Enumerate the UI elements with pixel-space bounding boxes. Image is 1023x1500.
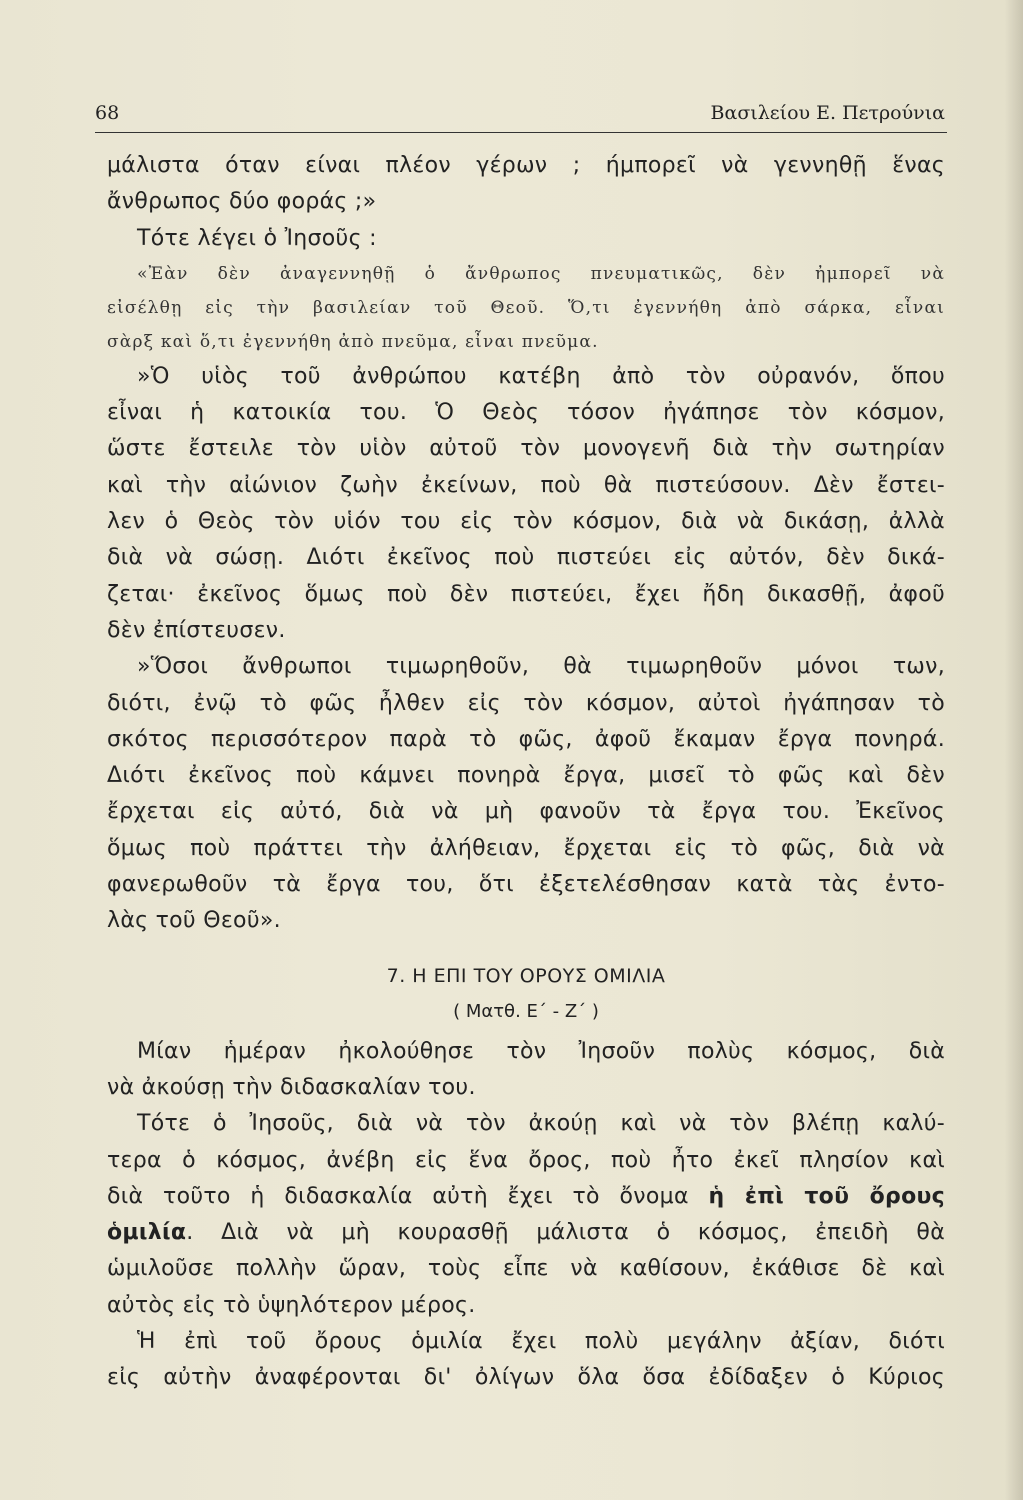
text-line: σκότος περισσότερον παρὰ τὸ φῶς, ἀφοῦ ἔκαμαν ἔργα πονηρά.	[107, 726, 945, 752]
section-reference: ( Ματθ. Ε΄ - Ζ΄ )	[453, 1000, 599, 1022]
text-line: ὡμιλοῦσε πολλὴν ὥραν, τοὺς εἶπε νὰ καθίσουν, ἐκάθισε δὲ καὶ	[107, 1256, 945, 1282]
page-edge-shadow	[1005, 0, 1023, 1500]
text-line: »Ὅσοι ἄνθρωποι τιμωρηθοῦν, θὰ τιμωρηθοῦν μόνοι των,	[137, 654, 945, 680]
text-line	[107, 1215, 945, 1251]
quote-line: «Ἐὰν δὲν ἀναγεννηθῇ ὁ ἄνθρωπος πνευματικῶς, δὲν ἠμπορεῖ νὰ	[137, 263, 945, 284]
text-line: ἔρχεται εἰς αὐτό, διὰ νὰ μὴ φανοῦν τὰ ἔργα του. Ἐκεῖνος	[107, 799, 945, 825]
text-line: εἰς αὐτὴν ἀναφέρονται δι' ὀλίγων ὅλα ὅσα ἐδίδαξεν ὁ Κύριος	[107, 1365, 945, 1391]
page-number: 68	[95, 102, 120, 124]
text-line: τερα ὁ κόσμος, ἀνέβη εἰς ἕνα ὄρος, ποὺ ἦτο ἐκεῖ πλησίον καὶ	[107, 1147, 945, 1173]
text-line: ὅμως ποὺ πράττει τὴν ἀλήθειαν, ἔρχεται εἰς τὸ φῶς, διὰ νὰ	[107, 835, 945, 861]
text-line: ἄνθρωπος δύο φοράς ;»	[107, 189, 377, 215]
text-line: Μίαν ἡμέραν ἠκολούθησε τὸν Ἰησοῦν πολὺς κόσμος, διὰ	[137, 1038, 945, 1064]
text-run: . Διὰ νὰ μὴ κουρασθῇ μάλιστα ὁ κόσμος, ἐπειδὴ θὰ	[186, 1220, 945, 1246]
text-line: διὰ νὰ σώσῃ. Διότι ἐκεῖνος ποὺ πιστεύει εἰς αὐτόν, δὲν δικά-	[107, 545, 945, 571]
section-spacer	[107, 940, 945, 958]
text-line: Τότε λέγει ὁ Ἰησοῦς :	[137, 225, 377, 251]
quote-line: εἰσέλθῃ εἰς τὴν βασιλείαν τοῦ Θεοῦ. Ὅ,τι ἐγεννήθη ἀπὸ σάρκα, εἶναι	[107, 297, 945, 318]
body-text	[107, 148, 945, 1397]
text-line: Διότι ἐκεῖνος ποὺ κάμνει πονηρὰ ἔργα, μισεῖ τὸ φῶς καὶ δὲν	[107, 763, 945, 789]
text-line: Ἡ ἐπὶ τοῦ ὄρους ὁμιλία ἔχει πολὺ μεγάλην ἀξίαν, διότι	[137, 1329, 945, 1355]
text-line: νὰ ἀκούσῃ τὴν διδασκαλίαν του.	[107, 1074, 476, 1100]
running-head: Βασιλείου Ε. Πετρούνια	[710, 102, 945, 124]
section-title: 7. Η ΕΠΙ ΤΟΥ ΟΡΟΥΣ ΟΜΙΛΙΑ	[386, 964, 666, 987]
bold-term: ἡ ἐπὶ τοῦ ὄρους	[708, 1183, 945, 1209]
text-line: διότι, ἐνῷ τὸ φῶς ἦλθεν εἰς τὸν κόσμον, αὐτοὶ ἠγάπησαν τὸ	[107, 690, 945, 716]
text-line	[107, 1179, 945, 1215]
text-line: εἶναι ἡ κατοικία του. Ὁ Θεὸς τόσον ἠγάπησε τὸν κόσμον,	[107, 400, 945, 426]
text-line: καὶ τὴν αἰώνιον ζωὴν ἐκείνων, ποὺ θὰ πιστεύσουν. Δὲν ἔστει-	[107, 472, 945, 498]
text-line: λεν ὁ Θεὸς τὸν υἱόν του εἰς τὸν κόσμον, διὰ νὰ δικάσῃ, ἀλλὰ	[107, 509, 945, 535]
text-line: »Ὁ υἱὸς τοῦ ἀνθρώπου κατέβη ἀπὸ τὸν οὐρανόν, ὅπου	[137, 363, 945, 389]
text-line: ὥστε ἔστειλε τὸν υἱὸν αὐτοῦ τὸν μονογενῆ διὰ τὴν σωτηρίαν	[107, 436, 945, 462]
text-line: μάλιστα όταν είναι πλέον γέρων ; ήμπορεῖ νὰ γεννηθῇ ἕνας	[107, 153, 945, 178]
text-line: φανερωθοῦν τὰ ἔργα του, ὅτι ἐξετελέσθησαν κατὰ τὰς ἐντο-	[107, 872, 945, 898]
text-line: αὐτὸς εἰς τὸ ὑψηλότερον μέρος.	[107, 1292, 476, 1318]
page-header	[95, 100, 947, 133]
text-line: λὰς τοῦ Θεοῦ».	[107, 908, 281, 934]
quote-line: σὰρξ καὶ ὅ,τι ἐγεννήθη ἀπὸ πνεῦμα, εἶναι πνεῦμα.	[107, 331, 599, 352]
text-line: ζεται· ἐκεῖνος ὅμως ποὺ δὲν πιστεύει, ἔχει ἤδη δικασθῇ, ἀφοῦ	[107, 581, 945, 607]
text-line: Τότε ὁ Ἰησοῦς, διὰ νὰ τὸν ἀκούῃ καὶ νὰ τὸν βλέπῃ καλύ-	[137, 1111, 945, 1137]
text-run: διὰ τοῦτο ἡ διδασκαλία αὐτὴ ἔχει τὸ ὄνομα	[107, 1183, 709, 1209]
text-line: δὲν ἐπίστευσεν.	[107, 617, 286, 643]
bold-term: ὁμιλία	[107, 1220, 187, 1246]
